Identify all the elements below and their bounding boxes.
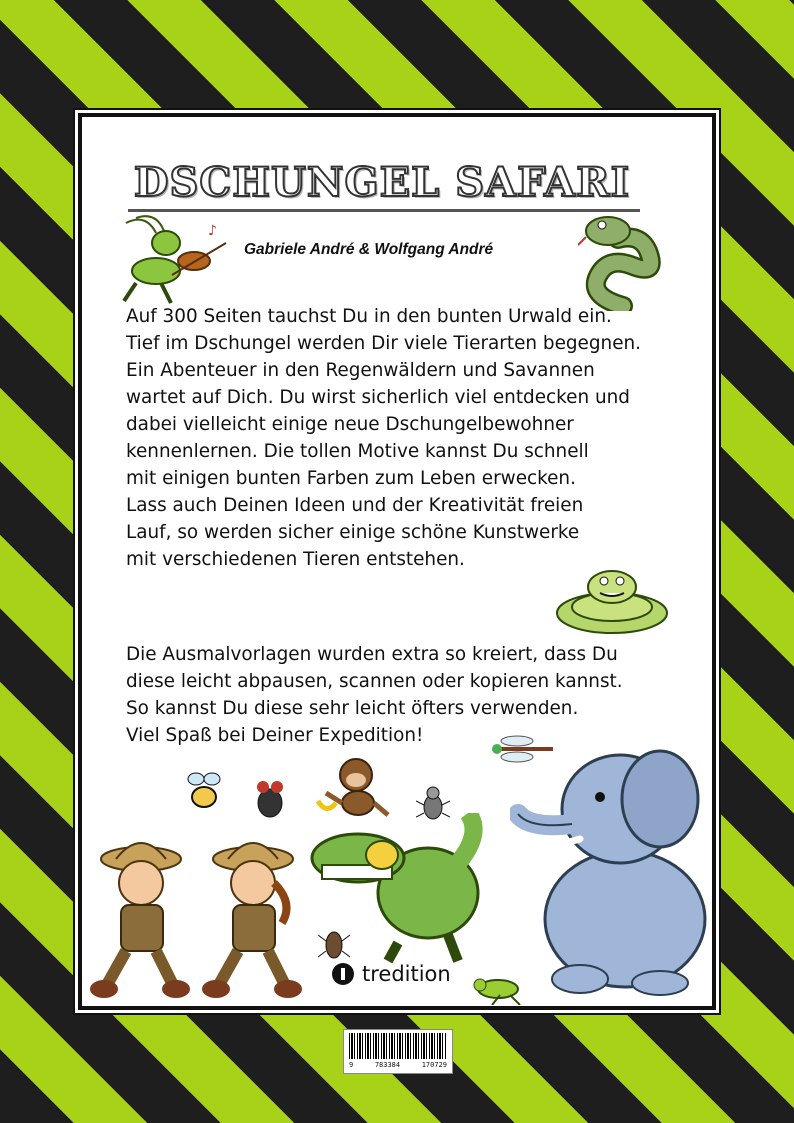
- text-line: Lauf, so werden sicher einige schöne Kunstwerke: [126, 522, 580, 543]
- text-line: Auf 300 Seiten tauchst Du in den bunten Urwald ein.: [126, 306, 612, 327]
- isbn-barcode: [343, 1029, 453, 1074]
- tredition-logo-icon: [332, 963, 354, 985]
- explorer-1-illustration: [86, 833, 196, 1003]
- barcode-lead-digit: 9: [349, 1061, 354, 1069]
- title-underline: [128, 209, 640, 212]
- text-line: diese leicht abpausen, scannen oder kopieren kannst.: [126, 671, 623, 692]
- housefly-illustration: [248, 773, 292, 823]
- cockroach-illustration: [318, 923, 350, 963]
- text-line: mit einigen bunten Farben zum Leben erwecken.: [126, 468, 576, 489]
- cricket-illustration: [470, 965, 526, 1005]
- text-line: wartet auf Dich. Du wirst sicherlich viel entdecken und: [126, 387, 630, 408]
- explorer-2-illustration: [198, 833, 308, 1003]
- text-line: Lass auch Deinen Ideen und der Kreativität freien: [126, 495, 584, 516]
- text-line: So kannst Du diese sehr leicht öfters verwenden.: [126, 698, 579, 719]
- text-line: Viel Spaß bei Deiner Expedition!: [126, 725, 424, 746]
- barcode-right-digits: 170729: [421, 1061, 447, 1069]
- text-line: Tief im Dschungel werden Dir viele Tierarten begegnen.: [126, 333, 642, 354]
- text-line: Ein Abenteuer in den Regenwäldern und Savannen: [126, 360, 595, 381]
- barcode-numbers: [349, 1061, 447, 1069]
- svg-text:♪: ♪: [208, 223, 217, 239]
- text-line: mit verschiedenen Tieren entstehen.: [126, 549, 465, 570]
- text-line: kennenlernen. Die tollen Motive kannst Du schnell: [126, 441, 589, 462]
- description-paragraph-1: [126, 303, 726, 573]
- book-title: DSCHUNGEL SAFARI: [133, 159, 631, 206]
- text-line: dabei vielleicht einige neue Dschungelbewohner: [126, 414, 574, 435]
- publisher-brand: [332, 959, 451, 989]
- authors: Gabriele André & Wolfgang André: [244, 241, 494, 258]
- text-line: Die Ausmalvorlagen wurden extra so kreiert, dass Du: [126, 644, 618, 665]
- publisher-name: tredition: [362, 962, 451, 986]
- snake-coiled-illustration: [552, 567, 672, 637]
- fly-illustration: [180, 767, 228, 815]
- barcode-bars: [349, 1033, 447, 1059]
- elephant-illustration: [510, 729, 710, 999]
- snake-top-illustration: [578, 211, 668, 311]
- grasshopper-violin-illustration: [116, 213, 236, 308]
- barcode-left-digits: 783384: [374, 1061, 401, 1069]
- cover-panel: [78, 113, 716, 1010]
